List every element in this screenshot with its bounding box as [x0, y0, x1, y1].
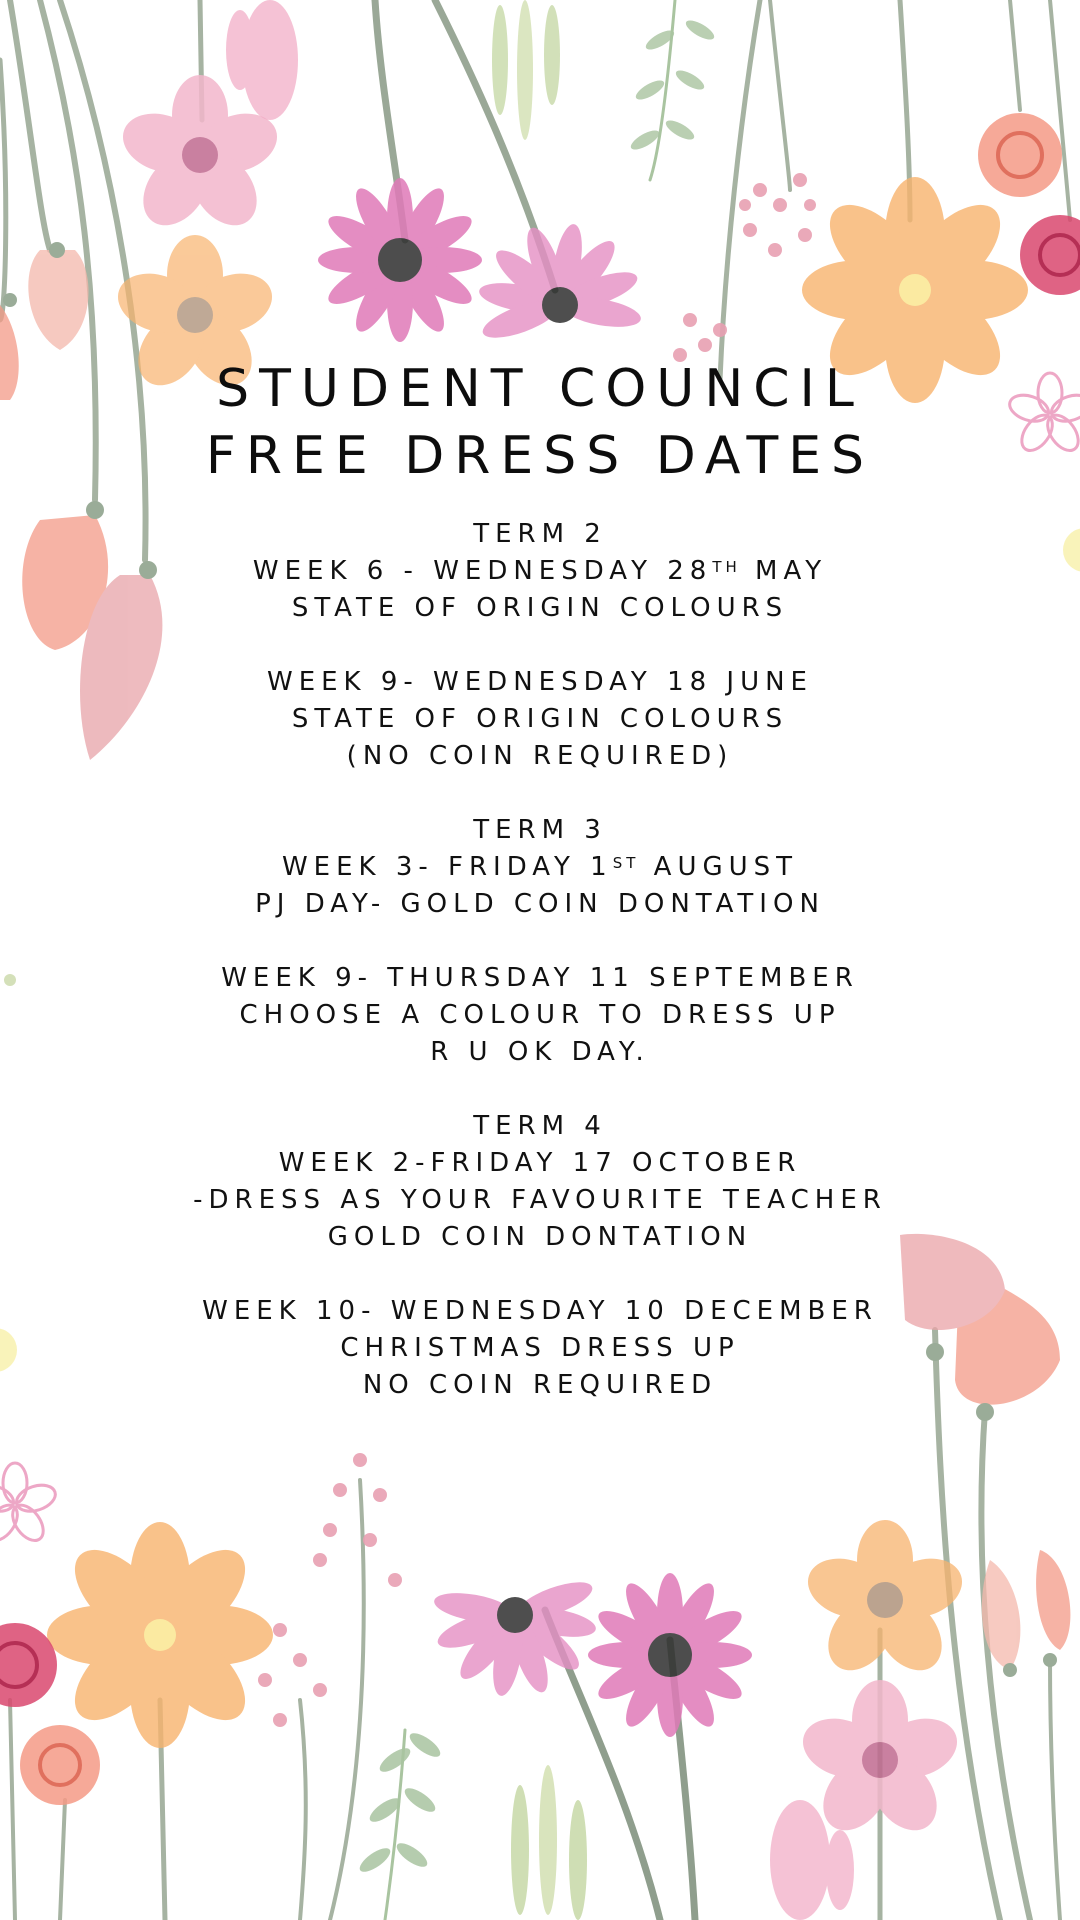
ordinal-suffix: TH	[712, 558, 741, 576]
term-4-event-2-note: NO COIN REQUIRED	[362, 1370, 718, 1400]
term-2-heading: TERM 2	[473, 519, 607, 549]
term-3-event-1-date: WEEK 3- FRIDAY 1ST AUGUST	[281, 852, 799, 882]
term-4-event-2-date: WEEK 10- WEDNESDAY 10 DECEMBER	[202, 1296, 878, 1326]
term-2-event-1-desc: STATE OF ORIGIN COLOURS	[291, 593, 789, 623]
term-3-event-2-date: WEEK 9- THURSDAY 11 SEPTEMBER	[221, 963, 859, 993]
term-3-event-2-note: R U OK DAY.	[430, 1037, 650, 1067]
term-4-heading: TERM 4	[473, 1111, 607, 1141]
term-3-event-2-desc: CHOOSE A COLOUR TO DRESS UP	[239, 1000, 841, 1030]
term-4-event-1-note: GOLD COIN DONTATION	[327, 1222, 753, 1252]
term-4-event-1-desc: -DRESS AS YOUR FAVOURITE TEACHER	[193, 1185, 887, 1215]
ordinal-suffix: ST	[612, 854, 640, 872]
term-4-event-2-desc: CHRISTMAS DRESS UP	[340, 1333, 740, 1363]
title-line-1: STUDENT COUNCIL	[216, 359, 864, 419]
term-4-event-1-date: WEEK 2-FRIDAY 17 OCTOBER	[278, 1148, 802, 1178]
term-2-event-1-date: WEEK 6 - WEDNESDAY 28TH MAY	[252, 556, 828, 586]
term-3-event-1-desc: PJ DAY- GOLD COIN DONTATION	[255, 889, 825, 919]
term-2-event-2-note: (NO COIN REQUIRED)	[346, 741, 734, 771]
term-3-heading: TERM 3	[473, 815, 607, 845]
term-2-event-2-desc: STATE OF ORIGIN COLOURS	[291, 704, 789, 734]
title-line-2: FREE DRESS DATES	[205, 426, 875, 486]
term-2-event-2-date: WEEK 9- WEDNESDAY 18 JUNE	[266, 667, 813, 697]
